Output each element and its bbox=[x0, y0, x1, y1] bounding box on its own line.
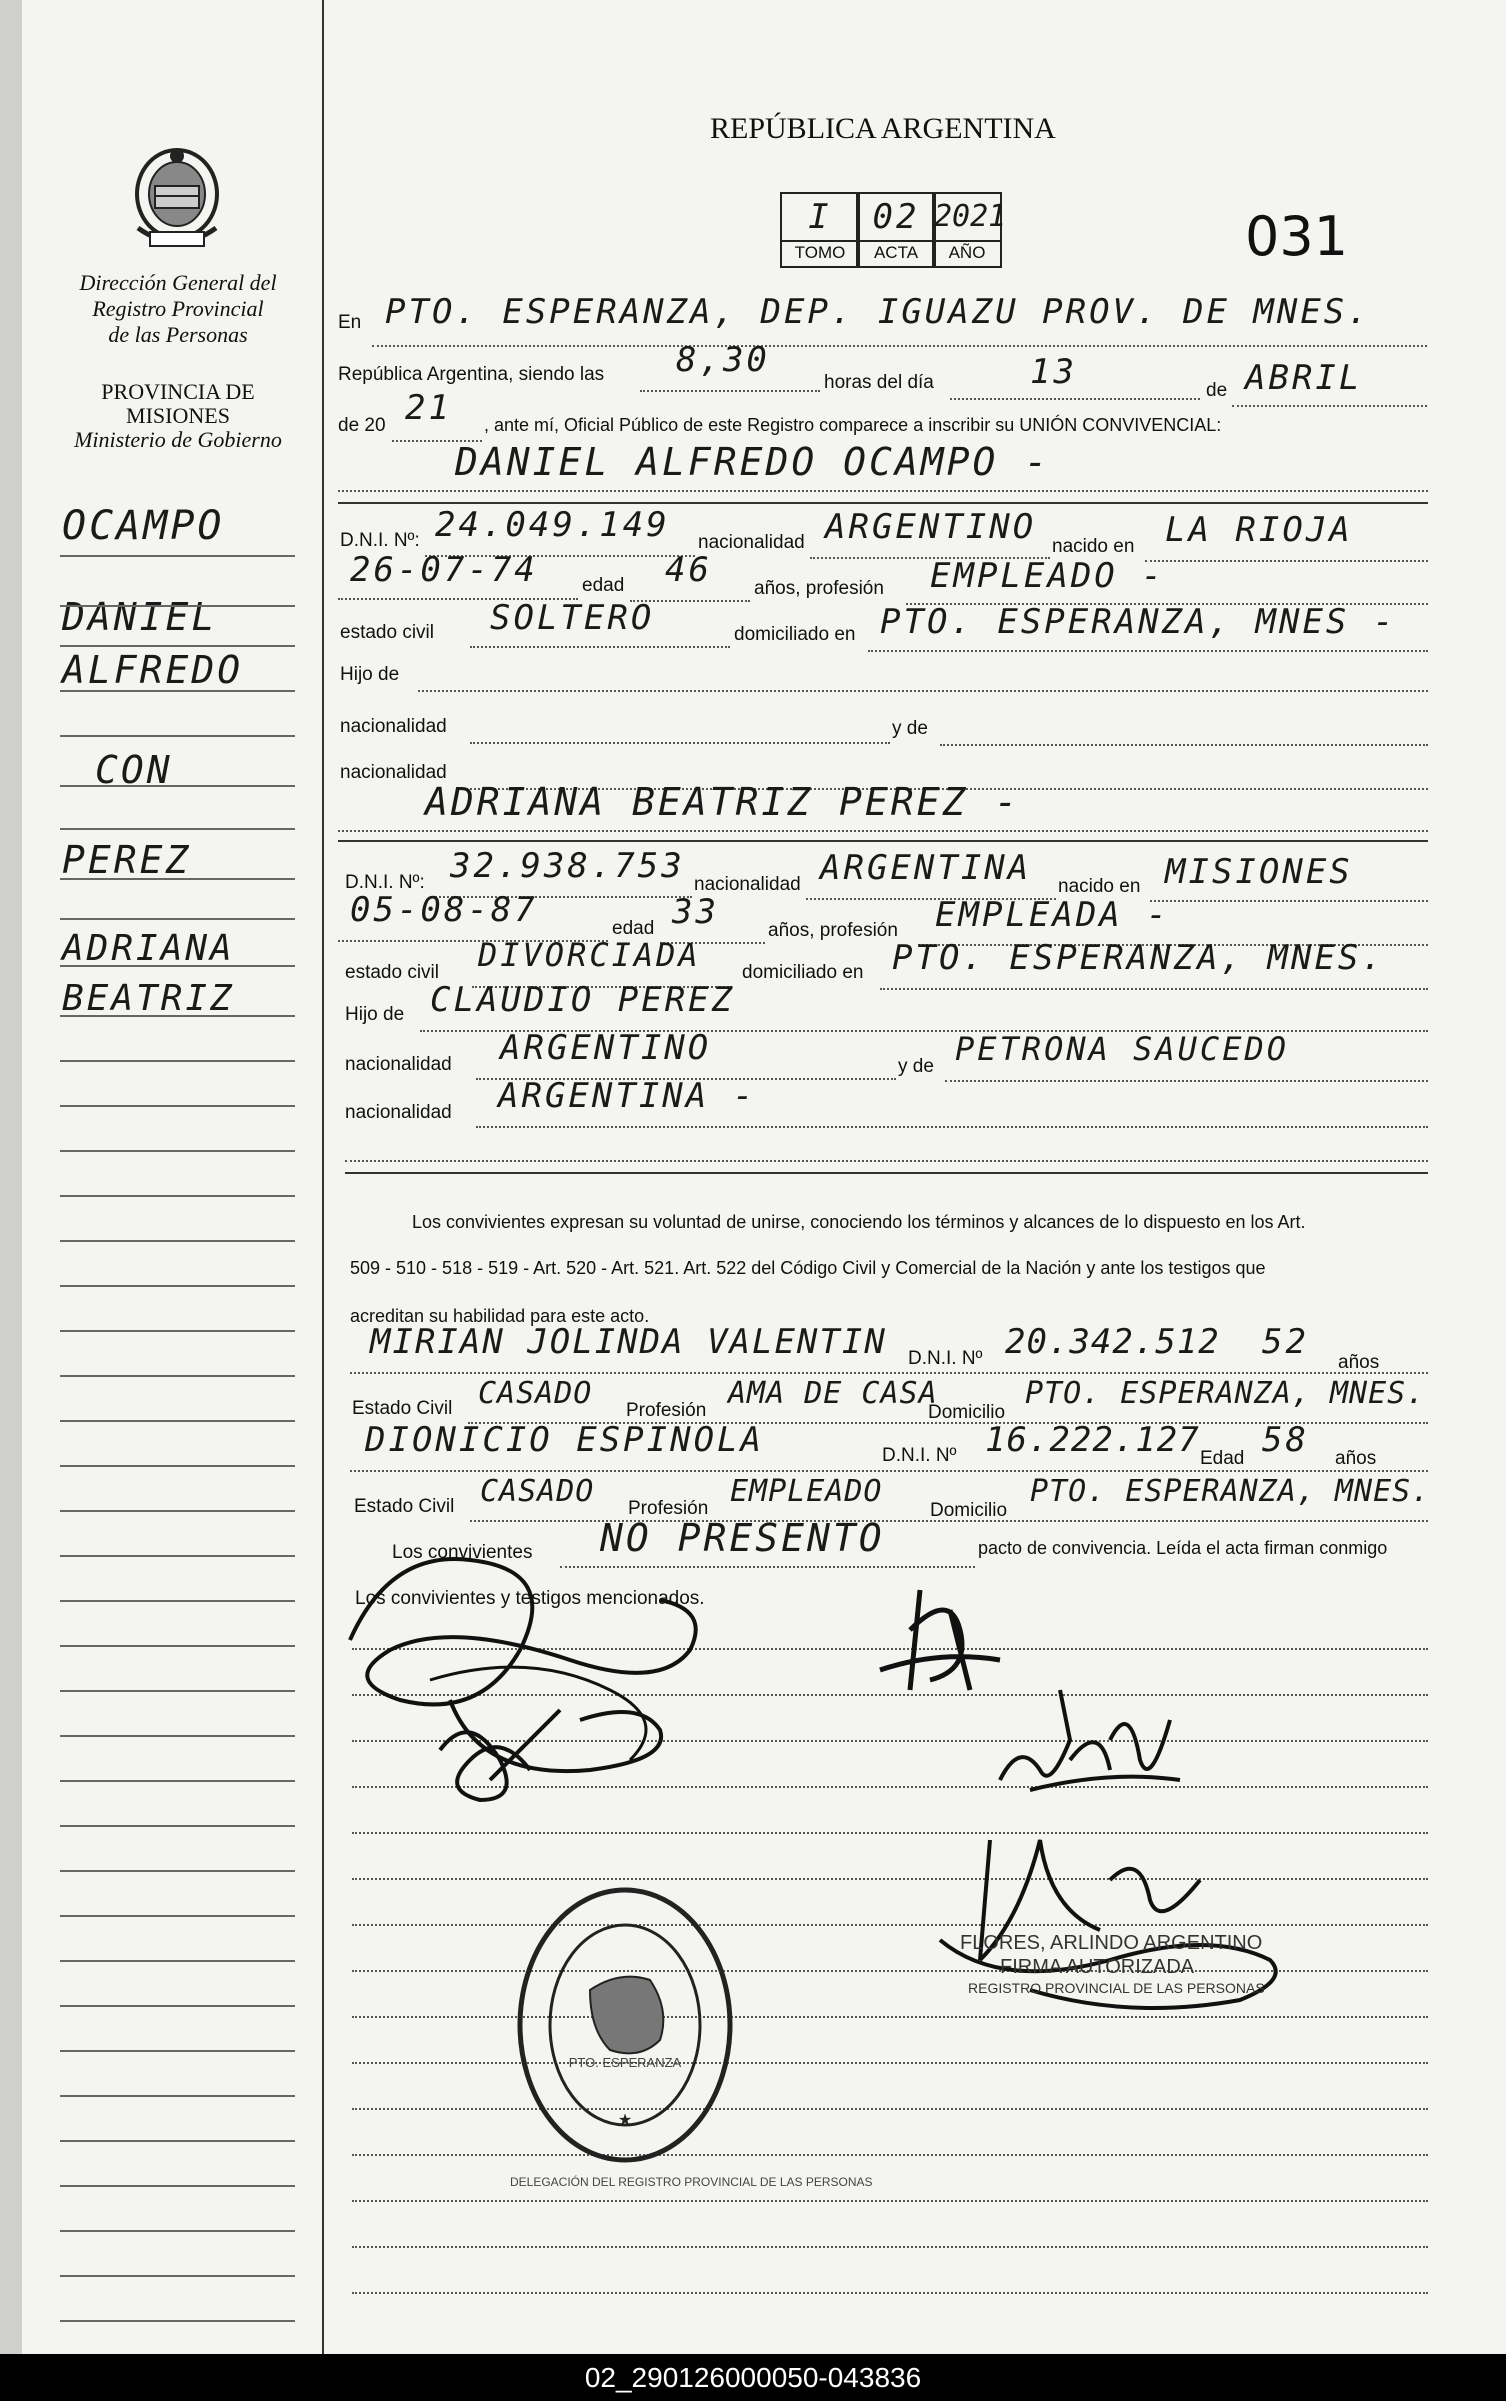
person1-age-value: 46 bbox=[665, 550, 712, 590]
month-value: ABRIL bbox=[1245, 358, 1363, 398]
witness2-name: DIONICIO ESPINOLA bbox=[365, 1420, 764, 1460]
person2-mother-nat-value: ARGENTINA - bbox=[498, 1076, 757, 1116]
witness1-profession-value: AMA DE CASA bbox=[728, 1376, 938, 1411]
anio-value: 2021 bbox=[934, 199, 1007, 234]
person1-father-nat-label: nacionalidad bbox=[340, 716, 447, 737]
person2-civil-label: estado civil bbox=[345, 962, 439, 983]
margin-note-given-1b: ALFREDO bbox=[62, 648, 244, 692]
province-line-2: MISIONES bbox=[126, 403, 230, 428]
pacto-label: Los convivientes bbox=[392, 1542, 533, 1563]
witness1-name: MIRIAN JOLINDA VALENTIN bbox=[370, 1322, 887, 1362]
person1-civil-value: SOLTERO bbox=[490, 598, 655, 638]
svg-text:★: ★ bbox=[617, 2112, 633, 2129]
legal-text-line-1: Los convivientes expresan su voluntad de unirse, conociendo los términos y alcances de lo dispuesto en los Art. bbox=[412, 1212, 1306, 1232]
de20-label: de 20 bbox=[338, 415, 386, 436]
person1-mother-label: y de bbox=[892, 718, 928, 739]
seal-text: DELEGACIÓN DEL REGISTRO PROVINCIAL DE LAS PERSONAS bbox=[510, 2175, 873, 2189]
person2-age-label: edad bbox=[612, 918, 655, 939]
witness2-profession-label: Profesión bbox=[628, 1498, 709, 1519]
witness1-age-value: 52 bbox=[1262, 1322, 1309, 1362]
en-label: En bbox=[338, 312, 362, 333]
page-number: 031 bbox=[1245, 205, 1349, 268]
signature-witness2 bbox=[990, 1680, 1190, 1810]
witness2-dni-value: 16.222.127 bbox=[985, 1420, 1200, 1460]
person1-nationality-label: nacionalidad bbox=[698, 532, 805, 553]
witness1-civil-label: Estado Civil bbox=[352, 1398, 453, 1419]
person1-birthplace-value: LA RIOJA bbox=[1165, 510, 1353, 550]
witness2-years-label: años bbox=[1335, 1448, 1377, 1469]
person1-address-label: domiciliado en bbox=[734, 624, 856, 645]
witness2-address-value: PTO. ESPERANZA, MNES. bbox=[1030, 1474, 1431, 1509]
country-heading: REPÚBLICA ARGENTINA bbox=[710, 112, 1056, 145]
legal-text-line-3: acreditan su habilidad para este acto. bbox=[350, 1306, 650, 1326]
tomo-label: TOMO bbox=[780, 240, 860, 268]
person2-parent-label: Hijo de bbox=[345, 1004, 405, 1025]
acta-value: 02 bbox=[872, 197, 920, 237]
person1-dni-value: 24.049.149 bbox=[435, 505, 670, 545]
ministry-line: Ministerio de Gobierno bbox=[74, 427, 282, 452]
person2-father-value: CLAUDIO PEREZ bbox=[430, 980, 736, 1020]
margin-note-given-2b: BEATRIZ bbox=[62, 978, 235, 1019]
place-value: PTO. ESPERANZA, DEP. IGUAZU PROV. DE MNES. bbox=[385, 292, 1371, 332]
person2-address-value: PTO. ESPERANZA, MNES. bbox=[892, 938, 1385, 978]
person2-name: ADRIANA BEATRIZ PEREZ - bbox=[425, 780, 1021, 824]
margin-note-given-2a: ADRIANA bbox=[62, 928, 235, 969]
person2-profession-label: años, profesión bbox=[768, 920, 898, 941]
person2-birthdate-value: 05-08-87 bbox=[350, 890, 538, 930]
witness2-profession-value: EMPLEADO bbox=[730, 1474, 883, 1509]
pacto-value: NO PRESENTO bbox=[600, 1516, 885, 1560]
witness1-dni-value: 20.342.512 bbox=[1005, 1322, 1220, 1362]
year-value: 21 bbox=[405, 388, 452, 428]
person2-nationality-label: nacionalidad bbox=[694, 874, 801, 895]
witness2-age-value: 58 bbox=[1262, 1420, 1309, 1460]
agency-line-3: de las Personas bbox=[108, 322, 248, 347]
person1-dni-label: D.N.I. Nº: bbox=[340, 530, 420, 551]
witness2-dni-label: D.N.I. Nº bbox=[882, 1445, 957, 1466]
province-line-1: PROVINCIA DE bbox=[101, 379, 255, 404]
ante-text: , ante mí, Oficial Público de este Registro comparece a inscribir su UNIÓN CONVIVENCIAL: bbox=[484, 415, 1222, 435]
person1-parent-label: Hijo de bbox=[340, 664, 400, 685]
seal-inner-text: PTO. ESPERANZA bbox=[568, 2055, 682, 2070]
margin-note-con: CON bbox=[95, 748, 173, 792]
person1-born-label: nacido en bbox=[1052, 536, 1135, 557]
horas-label: horas del día bbox=[824, 372, 934, 393]
person1-mother-nat-label: nacionalidad bbox=[340, 762, 447, 783]
margin-note-surname-1: OCAMPO bbox=[62, 503, 225, 549]
agency-line-1: Dirección General del bbox=[79, 270, 277, 295]
person2-father-nat-label: nacionalidad bbox=[345, 1054, 452, 1075]
tomo-box bbox=[780, 192, 860, 242]
person2-father-nat-value: ARGENTINO bbox=[500, 1028, 712, 1068]
siendo-las-label: República Argentina, siendo las bbox=[338, 364, 605, 385]
registry-seal-icon bbox=[510, 1880, 740, 2170]
witness1-years-label: años bbox=[1338, 1352, 1380, 1373]
province-name bbox=[38, 380, 318, 452]
person1-civil-label: estado civil bbox=[340, 622, 434, 643]
anio-box bbox=[932, 192, 1007, 242]
person2-nationality-value: ARGENTINA bbox=[820, 848, 1032, 888]
de-label: de bbox=[1206, 380, 1228, 401]
margin-divider bbox=[322, 0, 324, 2354]
person1-profession-value: EMPLEADO - bbox=[930, 556, 1165, 596]
margin-note-surname-2: PEREZ bbox=[62, 838, 192, 882]
person2-mother-value: PETRONA SAUCEDO bbox=[955, 1030, 1289, 1068]
person2-dni-label: D.N.I. Nº: bbox=[345, 872, 425, 893]
person2-dni-value: 32.938.753 bbox=[450, 846, 685, 886]
time-value: 8,30 bbox=[676, 340, 770, 380]
witness1-profession-label: Profesión bbox=[626, 1400, 707, 1421]
margin-note-given-1a: DANIEL bbox=[62, 595, 218, 639]
signature-convivientes bbox=[330, 1530, 800, 1830]
witness2-civil-value: CASADO bbox=[480, 1474, 595, 1509]
person2-profession-value: EMPLEADA - bbox=[935, 895, 1170, 935]
person2-civil-value: DIVORCIADA bbox=[478, 936, 701, 974]
acta-box bbox=[856, 192, 936, 242]
person1-name: DANIEL ALFREDO OCAMPO - bbox=[455, 440, 1051, 484]
anio-label: AÑO bbox=[932, 240, 1002, 268]
person2-address-label: domiciliado en bbox=[742, 962, 864, 983]
person2-birthplace-value: MISIONES bbox=[1165, 852, 1353, 892]
page-binding-edge bbox=[0, 0, 22, 2354]
official-name-stamp: FLORES, ARLINDO ARGENTINO bbox=[960, 1932, 1263, 1954]
witness1-dni-label: D.N.I. Nº bbox=[908, 1348, 983, 1369]
witness2-civil-label: Estado Civil bbox=[354, 1496, 455, 1517]
scan-id-footer: 02_290126000050-043836 bbox=[0, 2354, 1506, 2401]
agency-line-2: Registro Provincial bbox=[92, 296, 264, 321]
official-registry-stamp: REGISTRO PROVINCIAL DE LAS PERSONAS bbox=[968, 1980, 1265, 1996]
person2-mother-label: y de bbox=[898, 1056, 934, 1077]
person1-profession-label: años, profesión bbox=[754, 578, 884, 599]
person2-born-label: nacido en bbox=[1058, 876, 1141, 897]
person1-nationality-value: ARGENTINO bbox=[825, 507, 1037, 547]
witness1-address-value: PTO. ESPERANZA, MNES. bbox=[1025, 1376, 1426, 1411]
province-crest-icon bbox=[118, 138, 236, 256]
tomo-value: I bbox=[808, 197, 832, 237]
official-authorized-stamp: FIRMA AUTORIZADA bbox=[1000, 1956, 1195, 1978]
agency-name bbox=[38, 270, 318, 348]
legal-text-line-2: 509 - 510 - 518 - 519 - Art. 520 - Art. 521. Art. 522 del Código Civil y Comercial de la Nación y ante los testigos que bbox=[350, 1258, 1266, 1278]
pacto-text: pacto de convivencia. Leída el acta firman conmigo bbox=[978, 1538, 1388, 1558]
witness2-address-label: Domicilio bbox=[930, 1500, 1008, 1521]
person1-birthdate-value: 26-07-74 bbox=[350, 550, 538, 590]
person2-age-value: 33 bbox=[672, 892, 719, 932]
person1-address-value: PTO. ESPERANZA, MNES - bbox=[880, 602, 1397, 642]
closing-text: Los convivientes y testigos mencionados. bbox=[355, 1588, 705, 1609]
witness1-civil-value: CASADO bbox=[478, 1376, 593, 1411]
person2-mother-nat-label: nacionalidad bbox=[345, 1102, 452, 1123]
witness1-address-label: Domicilio bbox=[928, 1402, 1006, 1423]
acta-label: ACTA bbox=[856, 240, 936, 268]
witness2-age-label: Edad bbox=[1200, 1448, 1245, 1469]
person1-age-label: edad bbox=[582, 575, 625, 596]
day-value: 13 bbox=[1030, 352, 1077, 392]
